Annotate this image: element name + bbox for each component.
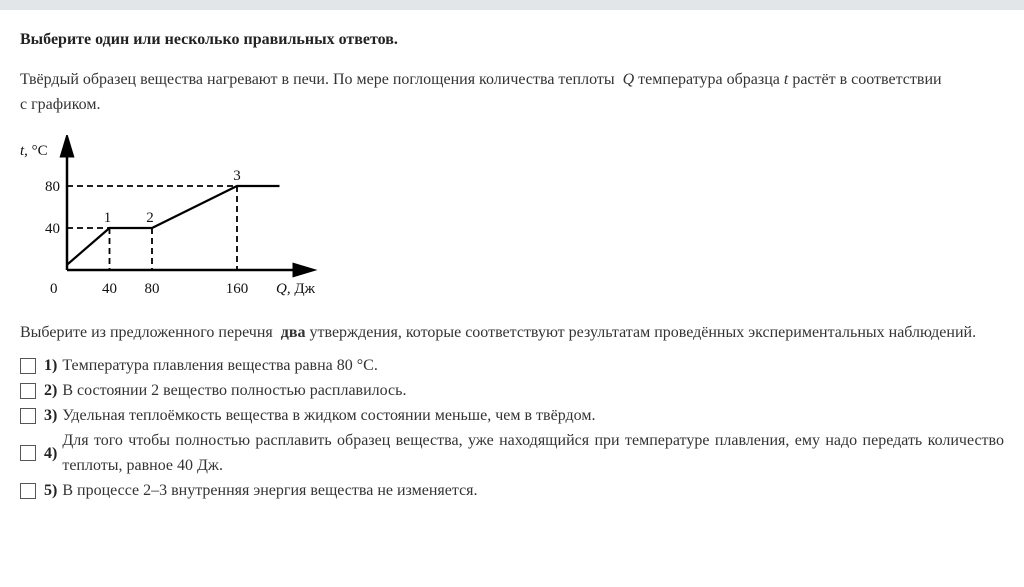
x-axis-label — [276, 281, 316, 297]
x-axis-symbol: Q — [276, 281, 287, 297]
point-label-1: 1 — [103, 210, 112, 226]
chart — [20, 135, 1004, 305]
point-label-3: 3 — [233, 168, 241, 184]
option-text: Для того чтобы полностью расплавить образец вещества, уже находящийся при температуре плавления, ему надо передать количество теплоты, равное 40 Дж. — [62, 432, 1004, 474]
question-content — [0, 30, 1024, 503]
checkbox-4[interactable] — [20, 445, 36, 461]
option-text: Удельная теплоёмкость вещества в жидком состоянии меньше, чем в твёрдом. — [62, 407, 596, 424]
option-5[interactable] — [20, 478, 1004, 503]
problem-line3: с графиком. — [20, 96, 101, 113]
y-axis-symbol: t — [20, 143, 25, 159]
x-tick-labels — [50, 281, 248, 297]
option-1[interactable] — [20, 353, 1004, 378]
x-tick-label: 160 — [225, 281, 249, 297]
option-text: В процессе 2–3 внутренняя энергия вещества не изменяется. — [62, 482, 478, 499]
option-text: Температура плавления вещества равна 80 °C. — [62, 357, 378, 374]
top-bar — [0, 0, 1024, 10]
y-axis-unit: , °C — [24, 143, 48, 159]
question-after: утверждения, которые соответствуют результатам проведённых экспериментальных наблюдений. — [309, 324, 977, 341]
y-tick-labels — [45, 179, 60, 237]
checkbox-5[interactable] — [20, 483, 36, 499]
option-4[interactable] — [20, 428, 1004, 478]
option-number: 3) — [44, 407, 58, 424]
problem-text — [20, 67, 1004, 117]
problem-mid: температура образца — [638, 71, 780, 88]
checkbox-1[interactable] — [20, 358, 36, 374]
options-list — [20, 353, 1004, 503]
option-number: 5) — [44, 482, 58, 499]
option-3[interactable] — [20, 403, 1004, 428]
point-label-2: 2 — [146, 210, 154, 226]
checkbox-3[interactable] — [20, 408, 36, 424]
q-symbol: Q — [622, 71, 635, 88]
y-tick-label: 40 — [45, 221, 60, 237]
chart-svg — [0, 135, 330, 305]
question-before: Выберите из предложенного перечня — [20, 324, 273, 341]
option-number: 4) — [44, 444, 58, 462]
x-tick-label: 80 — [144, 281, 160, 297]
question-bold: два — [280, 324, 306, 341]
question-text — [20, 320, 1004, 345]
option-number: 1) — [44, 357, 58, 374]
checkbox-2[interactable] — [20, 383, 36, 399]
x-tick-label: 40 — [102, 281, 117, 297]
y-tick-label: 80 — [45, 179, 60, 195]
y-axis-label — [20, 143, 48, 159]
option-text: В состоянии 2 вещество полностью расплавилось. — [62, 382, 407, 399]
option-number: 2) — [44, 382, 58, 399]
x-axis-unit: , Дж — [286, 281, 315, 297]
option-2[interactable] — [20, 378, 1004, 403]
instruction: Выберите один или несколько правильных ответов. — [20, 31, 398, 48]
x-tick-label: 0 — [50, 281, 58, 297]
problem-end: растёт в соответствии — [792, 71, 942, 88]
t-symbol: t — [783, 71, 789, 88]
series-line — [67, 186, 280, 265]
problem-line1: Твёрдый образец вещества нагревают в печи. По мере поглощения количества теплоты — [20, 71, 615, 88]
